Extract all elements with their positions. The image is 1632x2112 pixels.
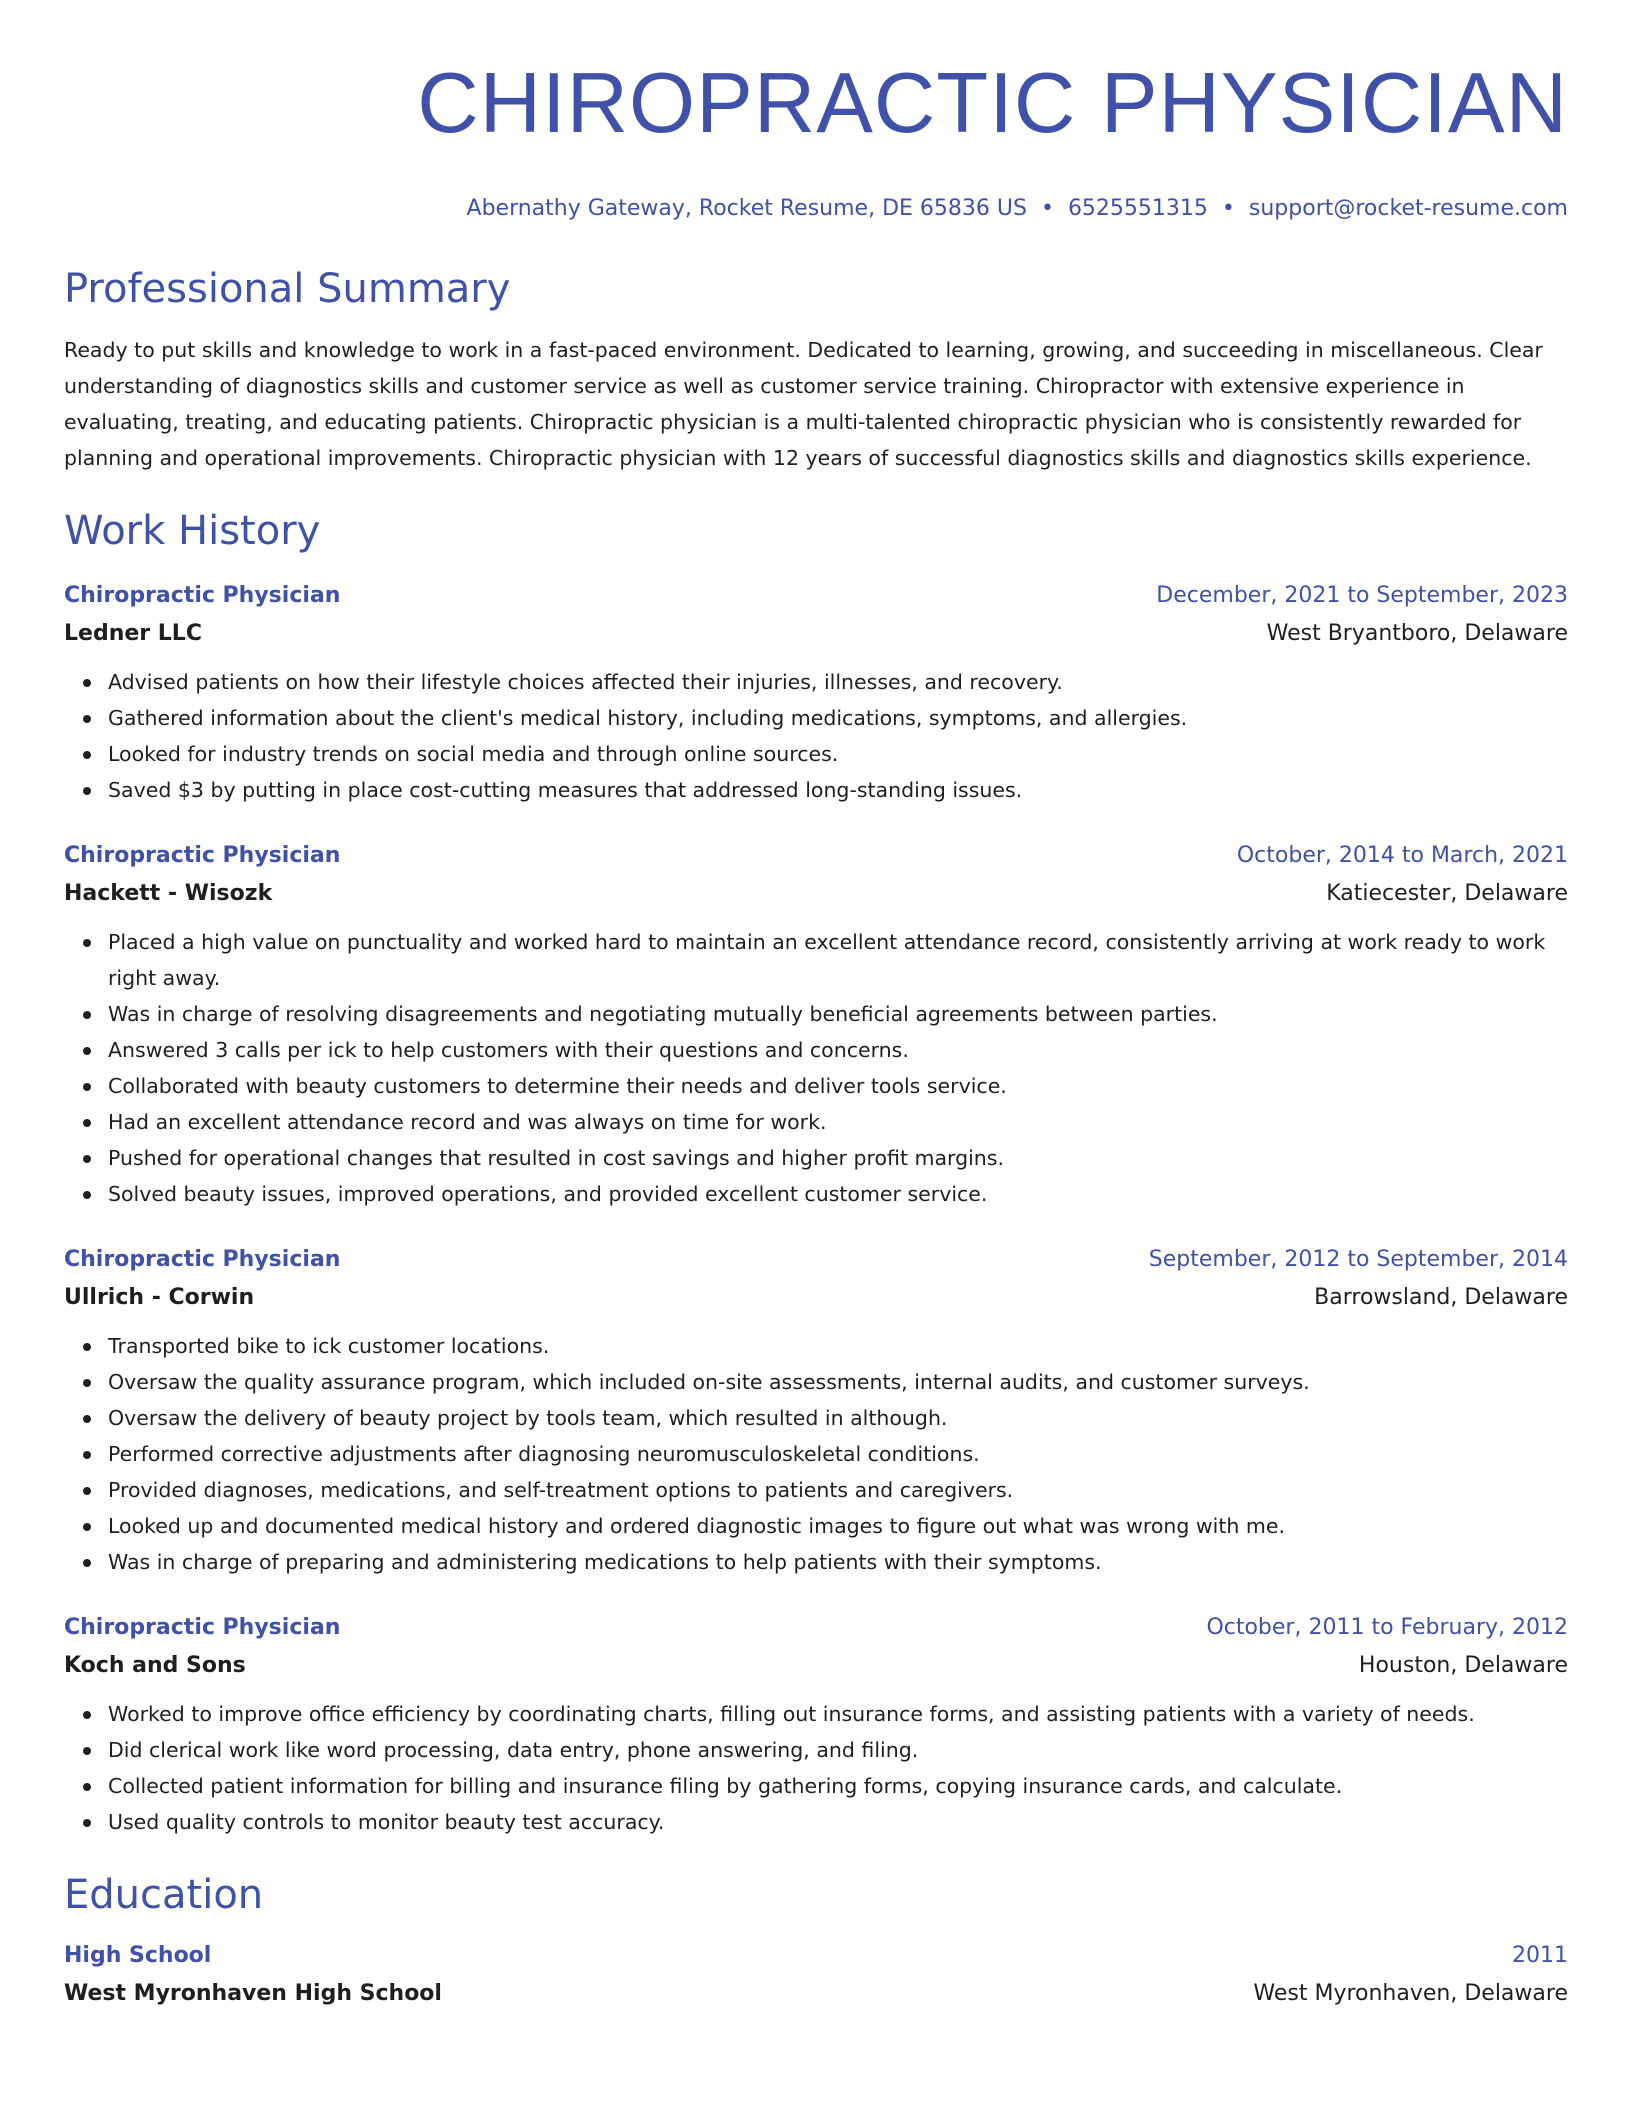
job-entry [64, 1610, 1568, 1840]
job-bullet: Gathered information about the client's medical history, including medications, symptoms, and allergies. [108, 700, 1568, 736]
job-entry [64, 578, 1568, 808]
resume-name: CHIROPRACTIC PHYSICIAN [417, 56, 1568, 151]
job-bullet: Placed a high value on punctuality and worked hard to maintain an excellent attendance record, consistently arriving at work ready to work right away. [108, 924, 1568, 996]
job-company: Ullrich - Corwin [64, 1285, 255, 1310]
job-location: West Bryantboro, Delaware [1266, 621, 1568, 646]
section-title-education: Education [64, 1872, 264, 1918]
section-title-summary: Professional Summary [64, 266, 511, 312]
job-bullet: Oversaw the delivery of beauty project by tools team, which resulted in although. [108, 1400, 1568, 1436]
job-title: Chiropractic Physician [64, 1247, 341, 1272]
job-location: Katiecester, Delaware [1326, 881, 1568, 906]
job-company-row [64, 614, 1568, 654]
education-school-row [64, 1974, 1568, 2014]
job-bullets [64, 924, 1568, 1212]
job-title: Chiropractic Physician [64, 1615, 341, 1640]
resume-header [64, 56, 1568, 224]
education-degree: High School [64, 1943, 212, 1968]
job-dates: December, 2021 to September, 2023 [1156, 583, 1568, 608]
job-location: Houston, Delaware [1358, 1653, 1568, 1678]
contact-address: Abernathy Gateway, Rocket Resume, DE 65836 US [466, 196, 1027, 221]
job-title-row [64, 1610, 1568, 1646]
section-title-work-history: Work History [64, 508, 321, 554]
job-bullet: Looked up and documented medical history and ordered diagnostic images to figure out what was wrong with me. [108, 1508, 1568, 1544]
job-bullet: Oversaw the quality assurance program, which included on-site assessments, internal audits, and customer surveys. [108, 1364, 1568, 1400]
job-bullets [64, 1696, 1568, 1840]
job-company: Koch and Sons [64, 1653, 246, 1678]
job-bullets [64, 1328, 1568, 1580]
job-bullet: Solved beauty issues, improved operations, and provided excellent customer service. [108, 1176, 1568, 1212]
job-title-row [64, 578, 1568, 614]
job-bullet: Provided diagnoses, medications, and self-treatment options to patients and caregivers. [108, 1472, 1568, 1508]
job-bullet: Transported bike to ick customer locations. [108, 1328, 1568, 1364]
education-year: 2011 [1512, 1943, 1568, 1968]
job-bullet: Worked to improve office efficiency by coordinating charts, filling out insurance forms, and assisting patients with a variety of needs. [108, 1696, 1568, 1732]
job-company-row [64, 874, 1568, 914]
job-location: Barrowsland, Delaware [1314, 1285, 1568, 1310]
job-bullet: Collaborated with beauty customers to determine their needs and deliver tools service. [108, 1068, 1568, 1104]
contact-phone: 6525551315 [1067, 196, 1208, 221]
job-company: Hackett - Wisozk [64, 881, 273, 906]
job-company: Ledner LLC [64, 621, 202, 646]
education-degree-row [64, 1938, 1568, 1974]
job-company-row [64, 1278, 1568, 1318]
job-bullet: Did clerical work like word processing, data entry, phone answering, and filing. [108, 1732, 1568, 1768]
job-bullet: Was in charge of preparing and administering medications to help patients with their symptoms. [108, 1544, 1568, 1580]
job-bullets [64, 664, 1568, 808]
job-bullet: Had an excellent attendance record and was always on time for work. [108, 1104, 1568, 1140]
job-bullet: Was in charge of resolving disagreements and negotiating mutually beneficial agreements between parties. [108, 996, 1568, 1032]
job-bullet: Collected patient information for billing and insurance filing by gathering forms, copying insurance cards, and calculate. [108, 1768, 1568, 1804]
job-dates: September, 2012 to September, 2014 [1148, 1247, 1568, 1272]
job-title-row [64, 1242, 1568, 1278]
education-school: West Myronhaven High School [64, 1981, 442, 2006]
job-dates: October, 2014 to March, 2021 [1236, 843, 1568, 868]
job-bullet: Saved $3 by putting in place cost-cutting measures that addressed long-standing issues. [108, 772, 1568, 808]
contact-separator: • [1040, 196, 1054, 221]
contact-separator: • [1221, 196, 1235, 221]
job-bullet: Pushed for operational changes that resulted in cost savings and higher profit margins. [108, 1140, 1568, 1176]
job-bullet: Advised patients on how their lifestyle choices affected their injuries, illnesses, and recovery. [108, 664, 1568, 700]
summary-text: Ready to put skills and knowledge to work in a fast-paced environment. Dedicated to learning, growing, and succeeding in miscellaneous. Clear understanding of diagnostics skills and customer service as well as customer service training. Chiropractor with extensive experience in evaluating, treating, and educating patients. Chiropractic physician is a multi-talented chiropractic physician who is consistently rewarded for planning and operational improvements. Chiropractic physician with 12 years of successful diagnostics skills and diagnostics skills experience. [64, 338, 1543, 470]
job-title: Chiropractic Physician [64, 843, 341, 868]
job-bullet: Looked for industry trends on social media and through online sources. [108, 736, 1568, 772]
job-dates: October, 2011 to February, 2012 [1206, 1615, 1568, 1640]
contact-line [64, 194, 1568, 224]
job-entry [64, 838, 1568, 1212]
job-bullet: Used quality controls to monitor beauty test accuracy. [108, 1804, 1568, 1840]
education-location: West Myronhaven, Delaware [1253, 1981, 1568, 2006]
job-company-row [64, 1646, 1568, 1686]
job-title-row [64, 838, 1568, 874]
job-entry [64, 1242, 1568, 1580]
job-bullet: Performed corrective adjustments after diagnosing neuromusculoskeletal conditions. [108, 1436, 1568, 1472]
education-entry [64, 1938, 1568, 2014]
job-title: Chiropractic Physician [64, 583, 341, 608]
job-bullet: Answered 3 calls per ick to help customers with their questions and concerns. [108, 1032, 1568, 1068]
contact-email: support@rocket-resume.com [1248, 196, 1568, 221]
